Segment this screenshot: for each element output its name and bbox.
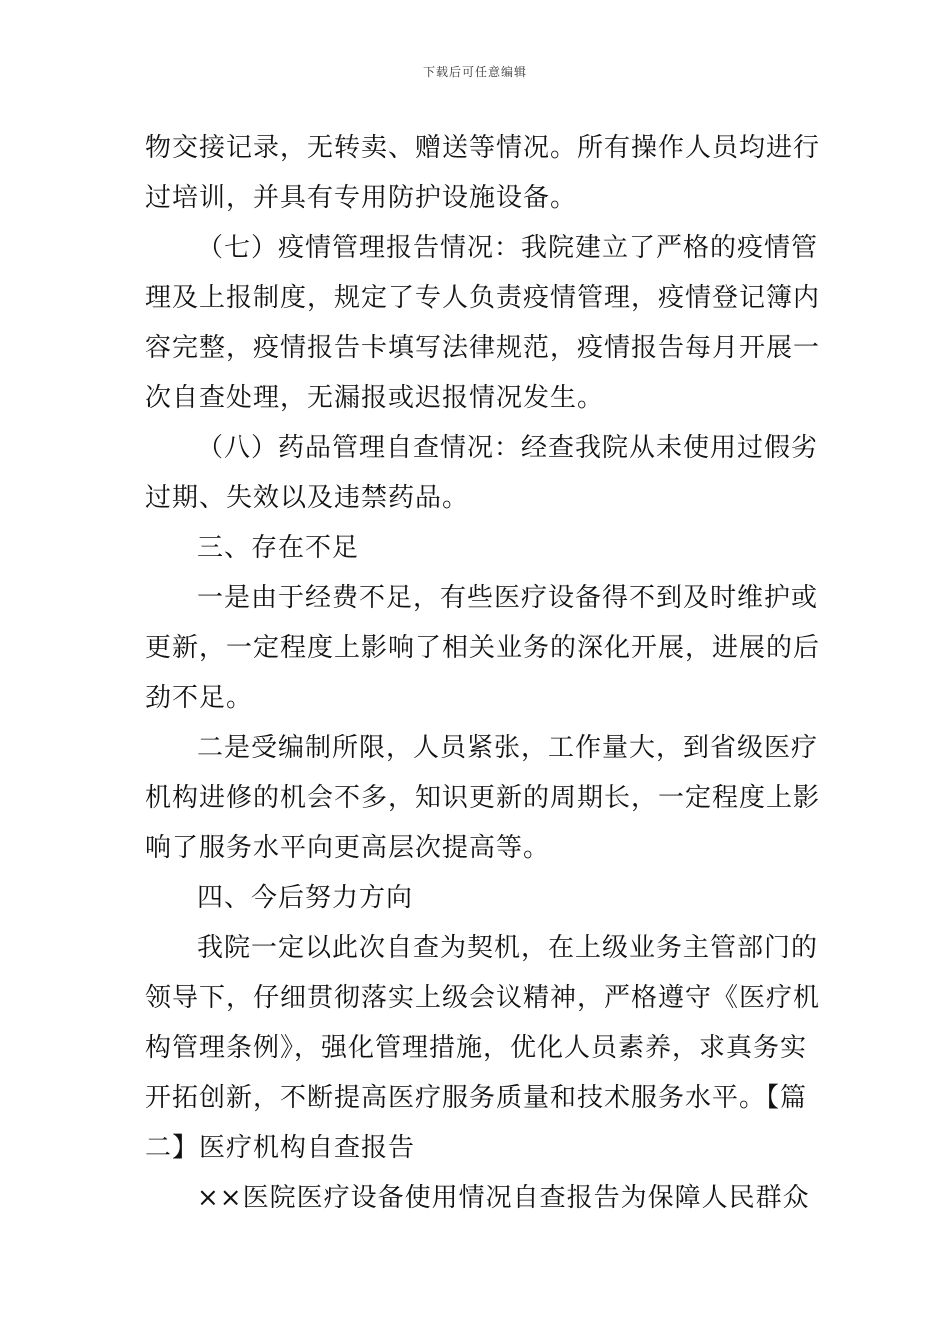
body-line: 物交接记录，无转卖、赠送等情况。所有操作人员均进行 <box>145 133 821 163</box>
body-line: 一是由于经费不足，有些医疗设备得不到及时维护或 <box>197 583 819 613</box>
body-line: 次自查处理，无漏报或迟报情况发生。 <box>145 383 605 413</box>
body-line: （八）药品管理自查情况：经查我院从未使用过假劣 <box>197 433 819 463</box>
page-header: 下载后可任意编辑 <box>422 65 527 79</box>
body-line: 构管理条例》，强化管理措施，优化人员素养，求真务实 <box>145 1033 808 1063</box>
section-heading: 三、存在不足 <box>197 533 360 563</box>
body-line: 更新，一定程度上影响了相关业务的深化开展，进展的后 <box>145 633 821 663</box>
body-line: 容完整，疫情报告卡填写法律规范，疫情报告每月开展一 <box>145 333 821 363</box>
body-line: 响了服务水平向更高层次提高等。 <box>145 833 551 863</box>
body-line: （七）疫情管理报告情况：我院建立了严格的疫情管 <box>197 233 819 263</box>
body-line: 劲不足。 <box>145 683 254 713</box>
section-heading: 四、今后努力方向 <box>197 883 414 913</box>
body-line: 领导下，仔细贯彻落实上级会议精神，严格遵守《医疗机 <box>145 983 821 1013</box>
body-line: 我院一定以此次自查为契机，在上级业务主管部门的 <box>197 933 819 963</box>
body-line: 开拓创新，不断提高医疗服务质量和技术服务水平。【篇 <box>145 1083 808 1113</box>
body-line: 二】医疗机构自查报告 <box>145 1133 416 1163</box>
body-line: 二是受编制所限，人员紧张，工作量大，到省级医疗 <box>197 733 819 763</box>
body-line: 机构进修的机会不多，知识更新的周期长，一定程度上影 <box>145 783 821 813</box>
body-line: 过培训，并具有专用防护设施设备。 <box>145 183 578 213</box>
body-line: 理及上报制度，规定了专人负责疫情管理，疫情登记簿内 <box>145 283 821 313</box>
body-line: ××医院医疗设备使用情况自查报告为保障人民群众 <box>197 1183 810 1213</box>
body-line: 过期、失效以及违禁药品。 <box>145 483 470 513</box>
